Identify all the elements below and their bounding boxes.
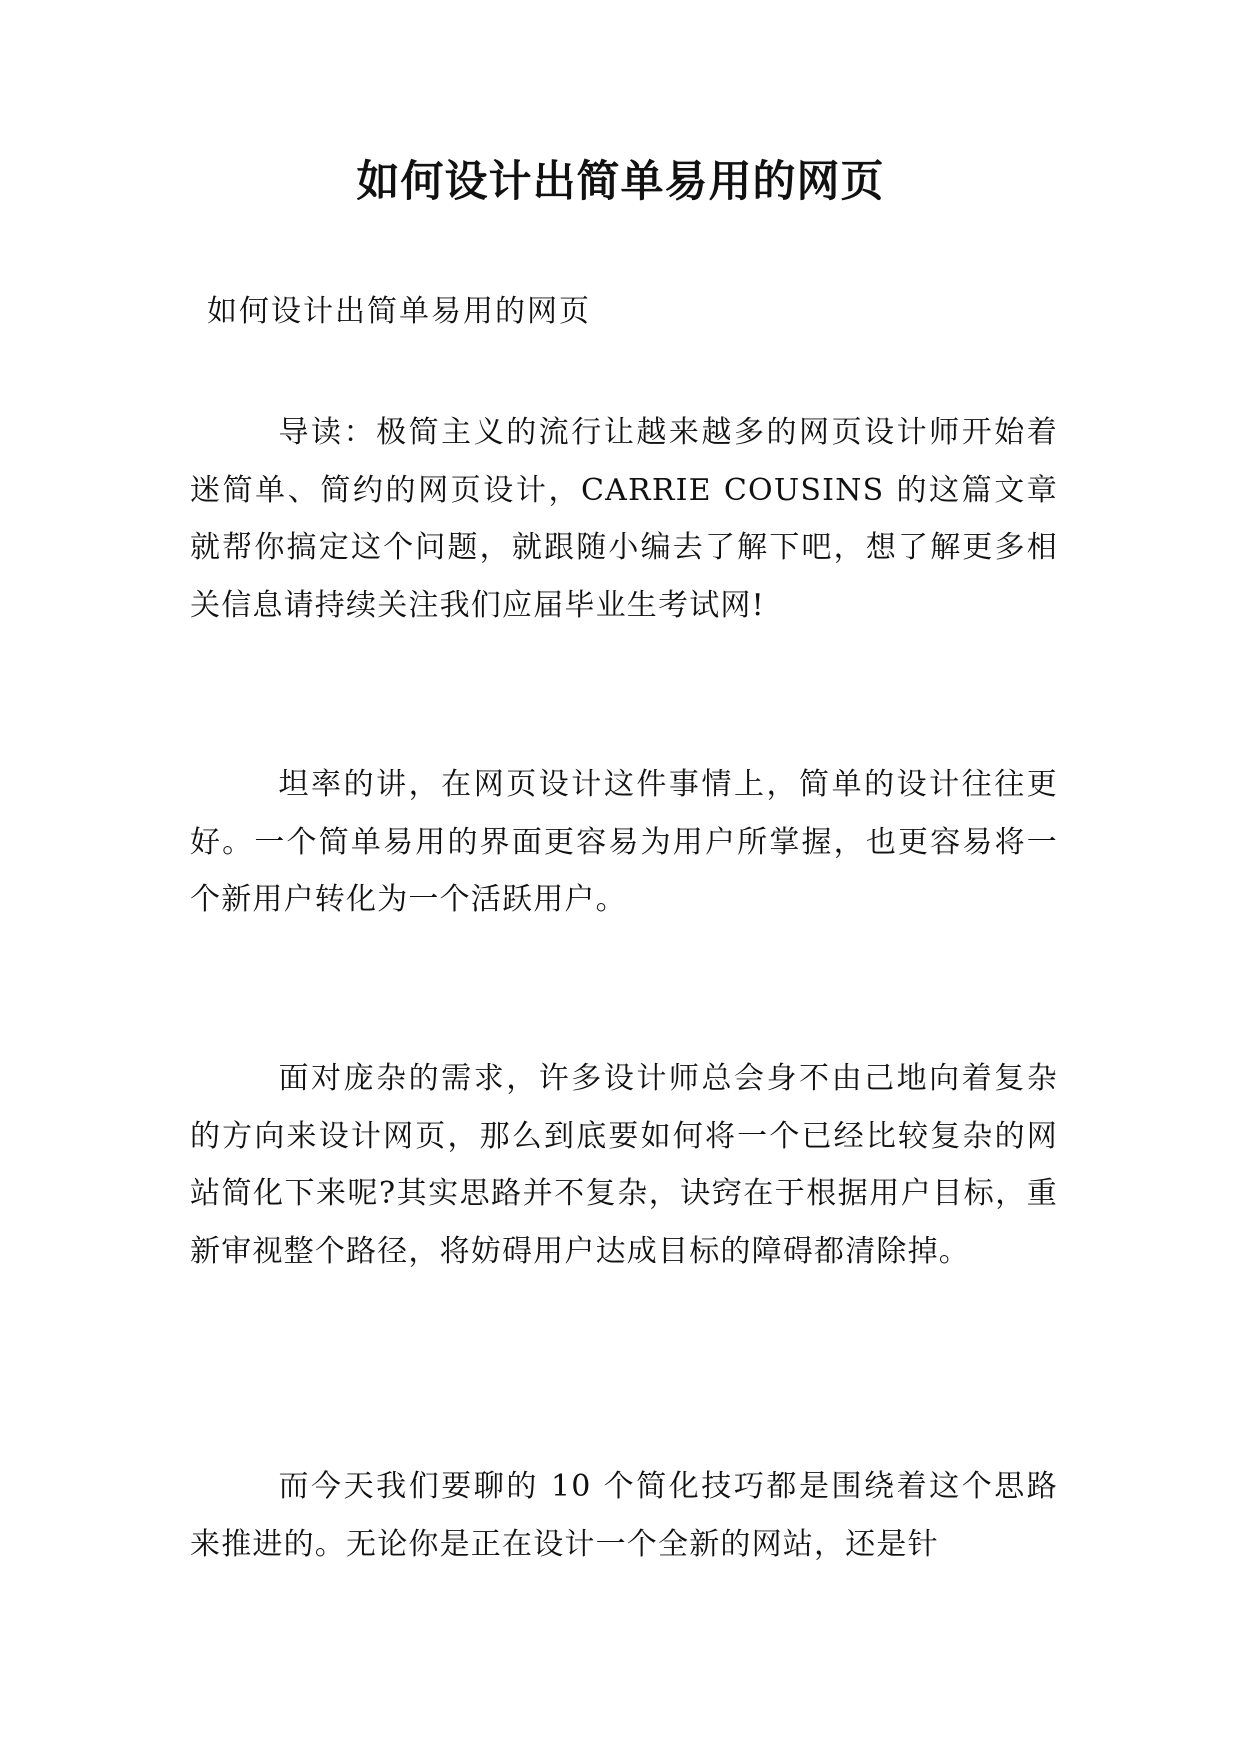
paragraph-intro: 导读：极简主义的流行让越来越多的网页设计师开始着迷简单、简约的网页设计，CARRIE COUSINS 的这篇文章就帮你搞定这个问题，就跟随小编去了解下吧，想了解更多相关信息请持续关注我们应届毕业生考试网! (190, 415, 1058, 623)
paragraph-ten-tips: 而今天我们要聊的 10 个简化技巧都是围绕着这个思路来推进的。无论你是正在设计一个全新的网站，还是针 (190, 1469, 1058, 1562)
document-subtitle: 如何设计出简单易用的网页 (207, 294, 591, 329)
document-title: 如何设计出简单易用的网页 (356, 157, 885, 207)
paragraph-complex-needs: 面对庞杂的需求，许多设计师总会身不由己地向着复杂的方向来设计网页，那么到底要如何将一个已经比较复杂的网站简化下来呢?其实思路并不复杂，诀窍在于根据用户目标，重新审视整个路径，将妨碍用户达成目标的障碍都清除掉。 (190, 1061, 1058, 1269)
paragraph-simple-design: 坦率的讲，在网页设计这件事情上，简单的设计往往更好。一个简单易用的界面更容易为用户所掌握，也更容易将一个新用户转化为一个活跃用户。 (190, 767, 1058, 917)
